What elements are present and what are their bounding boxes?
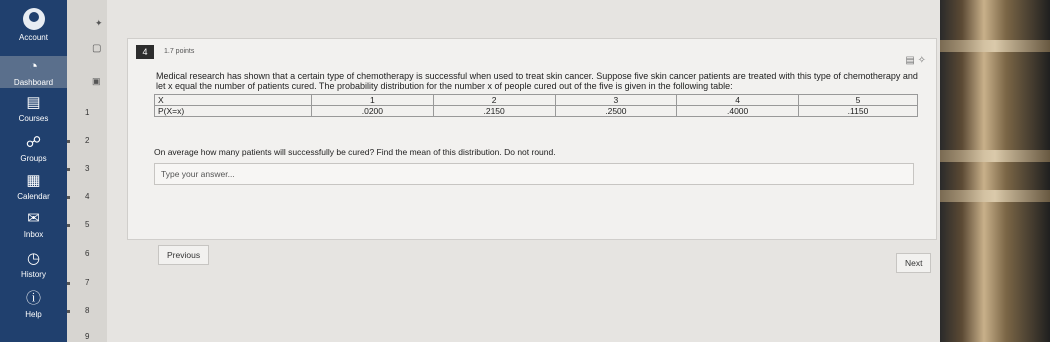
history-icon: ◷: [26, 250, 41, 267]
x-value: 1: [312, 95, 434, 106]
pin-question-icon[interactable]: ✧: [917, 55, 926, 66]
nav-history[interactable]: [0, 250, 67, 279]
question-tools: [905, 55, 926, 66]
question-link-1[interactable]: 1: [85, 108, 90, 117]
nav-dashboard-label: Dashboard: [13, 78, 54, 87]
next-button[interactable]: Next: [896, 253, 931, 273]
question-points: 1.7 points: [164, 48, 195, 55]
nav-inbox[interactable]: [0, 210, 67, 239]
table-row-p: [155, 106, 918, 117]
global-nav: [0, 0, 67, 342]
flag-icon[interactable]: ▤: [905, 55, 915, 66]
help-icon: ⓘ: [25, 290, 41, 307]
x-value: 3: [555, 95, 677, 106]
nav-inbox-label: Inbox: [23, 230, 44, 239]
x-value: 2: [433, 95, 555, 106]
nav-groups[interactable]: [0, 134, 67, 163]
question-prompt: On average how many patients will successfully be cured? Find the mean of this distribution. Do not round.: [154, 147, 556, 157]
account-icon: [23, 8, 45, 30]
nav-history-label: History: [21, 270, 46, 279]
dashboard-icon: ◔: [28, 58, 39, 75]
previous-button[interactable]: Previous: [158, 245, 209, 265]
courses-icon: ▤: [26, 94, 41, 111]
question-link-6[interactable]: 6: [85, 249, 90, 258]
question-text: Medical research has shown that a certain type of chemotherapy is successful when used to treat skin cancer. Suppose five skin cancer patients are treated with this type of chemotherapy and let x equal the number of patients cured. The probability distribution for the number x of people cured out of the five is given in the following table:: [156, 71, 918, 91]
nav-groups-label: Groups: [20, 154, 47, 163]
nav-account[interactable]: [0, 8, 67, 42]
p-value: .1150: [799, 106, 918, 117]
row-label-p: P(X=x): [155, 106, 312, 117]
question-card: [127, 38, 937, 268]
nav-calendar-label: Calendar: [17, 192, 50, 201]
distribution-table: [154, 94, 918, 117]
nav-account-label: Account: [19, 33, 48, 42]
question-link-3[interactable]: 3: [85, 164, 90, 173]
question-nav: [67, 0, 107, 342]
pin-icon[interactable]: ✦: [95, 18, 103, 28]
row-label-x: X: [155, 95, 312, 106]
question-link-4[interactable]: 4: [85, 192, 90, 201]
nav-help-label: Help: [25, 310, 42, 319]
x-value: 5: [799, 95, 918, 106]
p-value: .4000: [677, 106, 799, 117]
nav-help[interactable]: [0, 290, 67, 319]
main-content: [107, 0, 940, 342]
question-number: 4: [136, 45, 154, 59]
p-value: .2500: [555, 106, 677, 117]
x-value: 4: [677, 95, 799, 106]
question-link-9[interactable]: 9: [85, 332, 90, 341]
calendar-icon: ▦: [26, 172, 41, 189]
p-value: .0200: [312, 106, 434, 117]
nav-courses[interactable]: [0, 94, 67, 123]
table-row-x: [155, 95, 918, 106]
nav-courses-label: Courses: [18, 114, 49, 123]
question-link-5[interactable]: 5: [85, 220, 90, 229]
p-value: .2150: [433, 106, 555, 117]
answer-input[interactable]: [154, 163, 914, 185]
inbox-icon: ✉: [27, 210, 40, 227]
background-photo: [940, 0, 1050, 342]
nav-calendar[interactable]: [0, 172, 67, 201]
groups-icon: ☍: [25, 134, 42, 151]
nav-dashboard[interactable]: [0, 56, 67, 88]
question-link-2[interactable]: 2: [85, 136, 90, 145]
calculator-icon[interactable]: ▣: [92, 76, 101, 86]
question-link-8[interactable]: 8: [85, 306, 90, 315]
bookmark-icon[interactable]: ▢: [92, 43, 102, 54]
question-link-7[interactable]: 7: [85, 278, 90, 287]
